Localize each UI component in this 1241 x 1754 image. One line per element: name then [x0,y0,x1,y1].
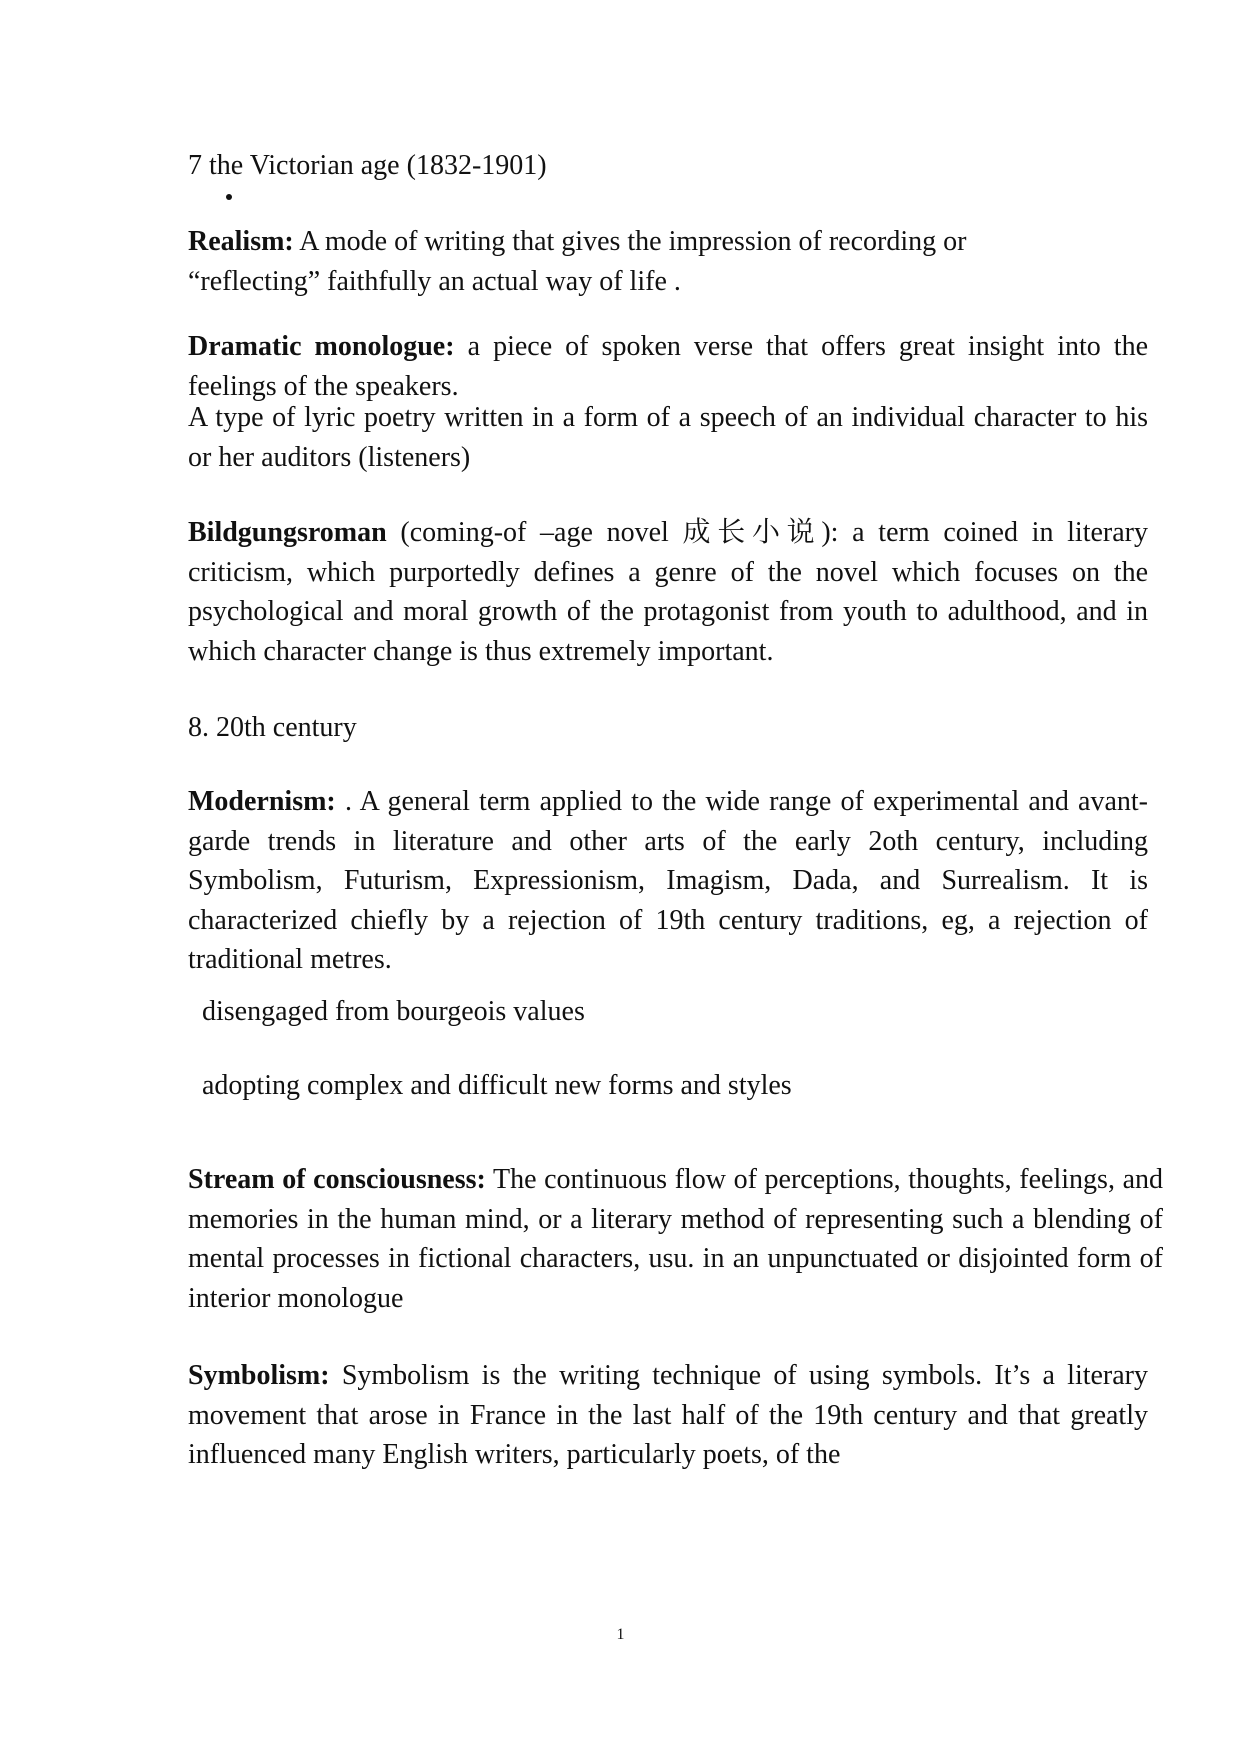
section-heading-victorian: 7 the Victorian age (1832-1901) [188,150,547,181]
dramatic-monologue-term: Dramatic monologue: [188,331,455,362]
stream-definition: The continuous flow of perceptions, thoughts, feelings, and memories in the human mind, or a literary method of representing such a blending of mental processes in fictional characters, usu. in an unpunctuated or disjointed form of interior monologue [188,1164,1163,1314]
realism-term: Realism: [188,226,294,257]
modernism-definition: . A general term applied to the wide range of experimental and avant-garde trends in literature and other arts of the early 2oth century, including Symbolism, Futurism, Expressionism, Imagism, Dada, and Surrealism. It is characterized chiefly by a rejection of 19th century traditions, eg, a rejection of traditional metres. [188,786,1148,975]
stream-of-consciousness-paragraph [188,1160,1163,1318]
page-number: 1 [616,1626,625,1643]
symbolism-term: Symbolism: [188,1360,330,1391]
section-heading-20th-century: 8. 20th century [188,712,357,743]
dramatic-monologue-second-paragraph: A type of lyric poetry written in a form of a speech of an individual character to his or her auditors (listeners) [188,402,1148,473]
realism-definition: A mode of writing that gives the impression of recording or [293,226,967,257]
dramatic-monologue-definition: a piece of spoken verse that offers great insight into the feelings of the speakers. [188,331,1149,402]
realism-paragraph [188,222,1148,301]
bullet-dot [226,194,232,200]
realism-line2: “reflecting” faithfully an actual way of life . [188,265,681,297]
modernism-paragraph [188,782,1148,980]
modernism-point-2: adopting complex and difficult new forms and styles [202,1070,792,1101]
modernism-point-1: disengaged from bourgeois values [202,996,585,1027]
bildungsroman-term: Bildgungsroman [188,517,387,548]
symbolism-paragraph [188,1356,1148,1475]
stream-term: Stream of consciousness: [188,1164,486,1195]
dramatic-monologue-paragraph [188,327,1148,406]
bildungsroman-paragraph [188,513,1148,671]
bildungsroman-definition: (coming-of –age novel 成长小说): a term coined in literary criticism, which purportedly defines a genre of the novel which focuses on the psychological and moral growth of the protagonist from youth to adulthood, and in which character change is thus extremely important. [188,517,1148,667]
modernism-term: Modernism: [188,786,336,817]
symbolism-definition: Symbolism is the writing technique of using symbols. It’s a literary movement that arose in France in the last half of the 19th century and that greatly influenced many English writers, particularly poets, of the [188,1360,1148,1470]
